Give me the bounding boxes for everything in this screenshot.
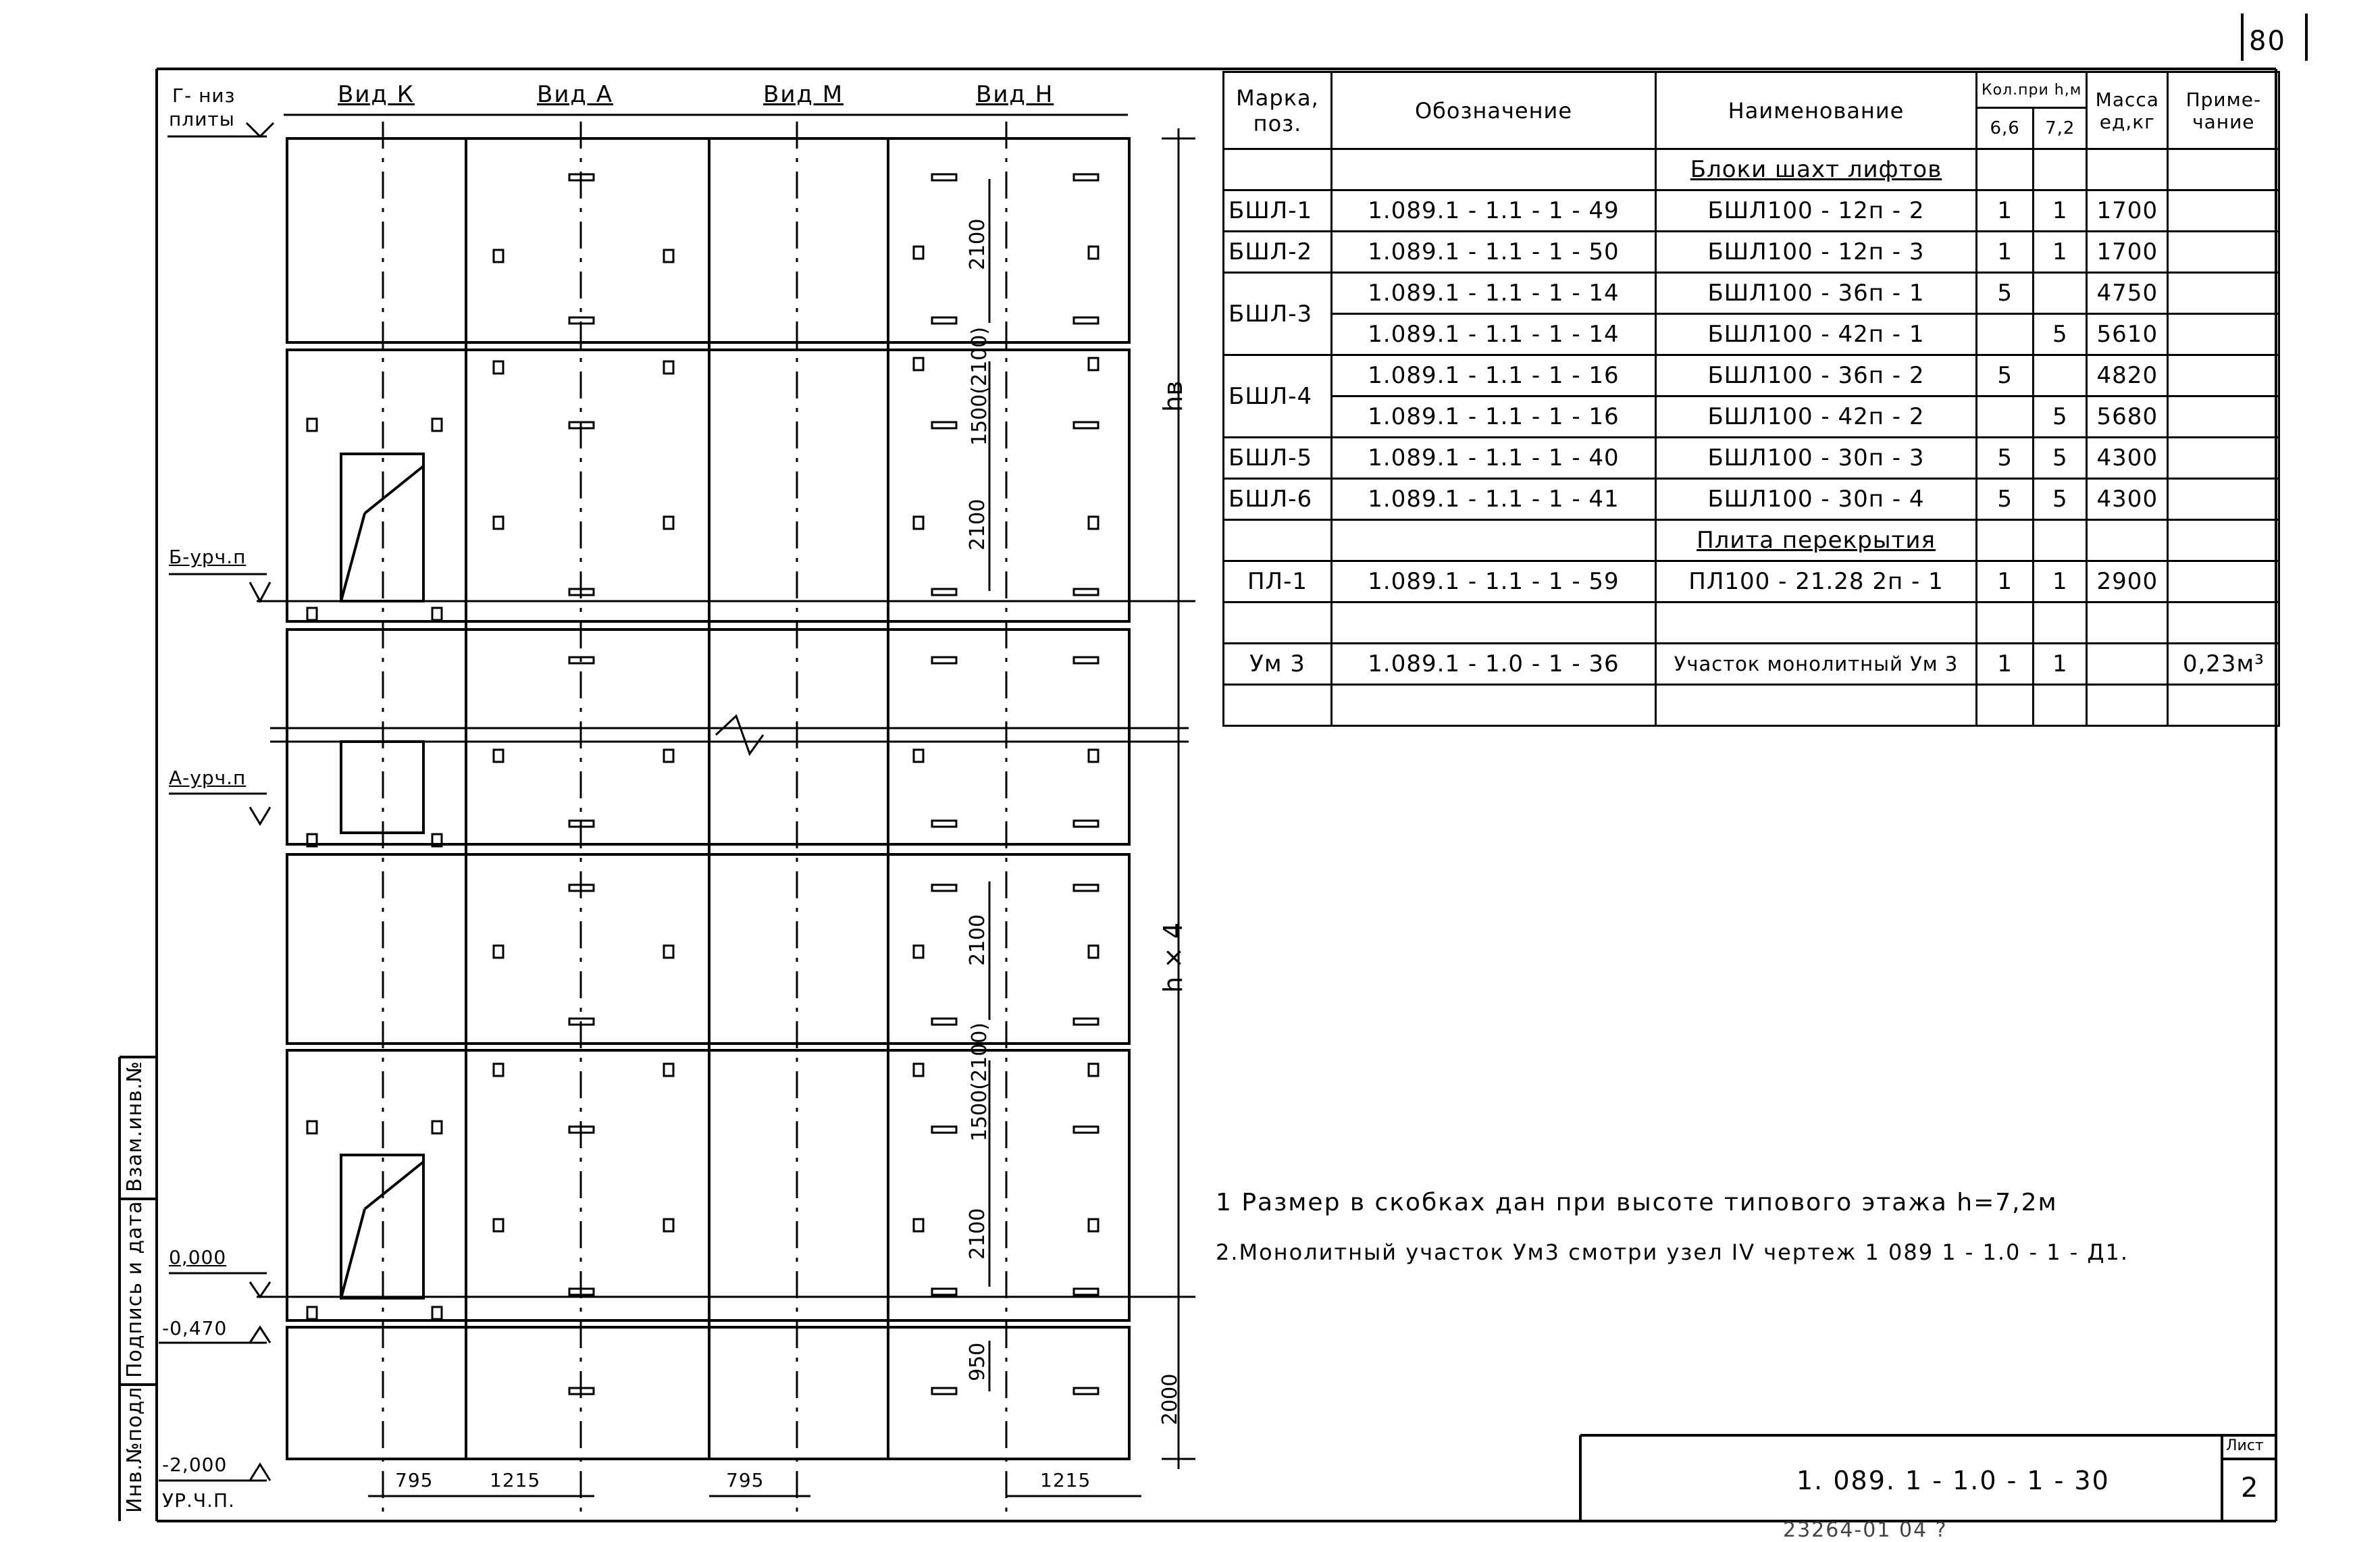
cell-prim xyxy=(2168,355,2279,396)
stamp-vzam: Взам.инв.№ xyxy=(123,1060,147,1192)
dim-950: 950 xyxy=(966,1342,989,1381)
level-m047: -0,470 xyxy=(162,1317,228,1339)
cell-name: БШЛ100 - 12п - 3 xyxy=(1656,232,1977,273)
dim-795-2: 795 xyxy=(726,1469,765,1491)
cell-obozn: 1.089.1 - 1.1 - 1 - 16 xyxy=(1332,355,1656,396)
table-row xyxy=(1224,273,2279,314)
cell-k66: 1 xyxy=(1977,561,2034,602)
cell-k66: 5 xyxy=(1977,355,2034,396)
page-number: 80 xyxy=(2249,26,2286,57)
cell-marka: БШЛ-4 xyxy=(1224,355,1332,438)
cell-prim xyxy=(2168,479,2279,520)
cell-obozn: 1.089.1 - 1.1 - 1 - 14 xyxy=(1332,273,1656,314)
header-oboznachenie: Обозначение xyxy=(1332,72,1656,149)
cell-k66: 5 xyxy=(1977,438,2034,479)
dim-2100-4: 2100 xyxy=(966,1208,989,1260)
cell-k66: 1 xyxy=(1977,190,2034,232)
cell-k66 xyxy=(1977,314,2034,355)
dim-hx4: h × 4 xyxy=(1158,922,1188,993)
cell-k66: 5 xyxy=(1977,479,2034,520)
note-2: 2.Монолитный участок Ум3 смотри узел IV чертеж 1 089 1 - 1.0 - 1 - Д1. xyxy=(1216,1239,2129,1265)
cell-prim xyxy=(2168,273,2279,314)
cell-k66 xyxy=(1977,396,2034,438)
header-h72: 7,2 xyxy=(2034,108,2087,149)
table-row xyxy=(1224,479,2279,520)
cell-k72: 5 xyxy=(2034,396,2087,438)
stamp-podpis: Подпись и дата xyxy=(123,1200,147,1378)
header-h66: 6,6 xyxy=(1977,108,2034,149)
cell-marka: ПЛ-1 xyxy=(1224,561,1332,602)
header-primechanie: Приме-чание xyxy=(2168,72,2279,149)
cell-obozn: 1.089.1 - 1.1 - 1 - 59 xyxy=(1332,561,1656,602)
dim-2100-3: 2100 xyxy=(966,914,989,966)
cell-name: БШЛ100 - 30п - 3 xyxy=(1656,438,1977,479)
cell-k72: 5 xyxy=(2034,438,2087,479)
cell-massa xyxy=(2087,644,2168,685)
empty-row xyxy=(1224,685,2279,726)
bottom-stamp: 23264-01 04 ? xyxy=(1783,1518,1948,1542)
cell-name: БШЛ100 - 36п - 2 xyxy=(1656,355,1977,396)
cell-massa: 5610 xyxy=(2087,314,2168,355)
cell-massa: 1700 xyxy=(2087,190,2168,232)
cell-massa: 4300 xyxy=(2087,438,2168,479)
section-row xyxy=(1224,149,2279,190)
dim-2100-2: 2100 xyxy=(966,498,989,550)
empty-row xyxy=(1224,602,2279,644)
table-row xyxy=(1224,396,2279,438)
view-m-title: Вид М xyxy=(763,81,844,108)
dim-795-1: 795 xyxy=(395,1469,434,1491)
cell-k72 xyxy=(2034,273,2087,314)
table-header-row xyxy=(1224,72,2279,108)
view-k-title: Вид К xyxy=(338,81,415,108)
sheet-label: Лист xyxy=(2226,1437,2264,1454)
level-top-line1: Г- низ xyxy=(172,84,236,107)
level-a: А-урч.п xyxy=(169,767,247,789)
cell-k72: 1 xyxy=(2034,232,2087,273)
table-row xyxy=(1224,644,2279,685)
level-top-line2: плиты xyxy=(169,108,235,130)
header-naimenovanie: Наименование xyxy=(1656,72,1977,149)
cell-massa: 4750 xyxy=(2087,273,2168,314)
cell-massa: 5680 xyxy=(2087,396,2168,438)
cell-k72: 5 xyxy=(2034,479,2087,520)
section-title: Блоки шахт лифтов xyxy=(1656,149,1977,190)
cell-marka: БШЛ-5 xyxy=(1224,438,1332,479)
header-massa: Масса ед,кг xyxy=(2087,72,2168,149)
header-kol: Кол.при h,м xyxy=(1977,72,2087,108)
table-row xyxy=(1224,438,2279,479)
cell-k72 xyxy=(2034,355,2087,396)
table-row xyxy=(1224,355,2279,396)
cell-marka: БШЛ-1 xyxy=(1224,190,1332,232)
cell-name: ПЛ100 - 21.28 2п - 1 xyxy=(1656,561,1977,602)
cell-obozn: 1.089.1 - 1.0 - 1 - 36 xyxy=(1332,644,1656,685)
cell-k72: 1 xyxy=(2034,644,2087,685)
cell-name: БШЛ100 - 30п - 4 xyxy=(1656,479,1977,520)
view-a-title: Вид А xyxy=(537,81,613,108)
dim-2100-1: 2100 xyxy=(966,218,989,270)
section-row xyxy=(1224,520,2279,561)
header-marka: Марка, поз. xyxy=(1224,72,1332,149)
sheet-number: 2 xyxy=(2241,1472,2260,1504)
cell-name: БШЛ100 - 42п - 2 xyxy=(1656,396,1977,438)
cell-name: Участок монолитный Ум 3 xyxy=(1656,644,1977,685)
cell-marka: Ум 3 xyxy=(1224,644,1332,685)
cell-k72: 5 xyxy=(2034,314,2087,355)
section-title: Плита перекрытия xyxy=(1656,520,1977,561)
dim-1500-1: 1500(2100) xyxy=(968,326,991,446)
cell-obozn: 1.089.1 - 1.1 - 1 - 41 xyxy=(1332,479,1656,520)
cell-k66: 1 xyxy=(1977,232,2034,273)
cell-prim xyxy=(2168,232,2279,273)
level-zero: 0,000 xyxy=(169,1246,227,1268)
stamp-inv-podl: Инв.№подл xyxy=(123,1386,147,1513)
dim-1215-1: 1215 xyxy=(490,1469,541,1491)
cell-k72: 1 xyxy=(2034,561,2087,602)
cell-prim xyxy=(2168,561,2279,602)
cell-massa: 4300 xyxy=(2087,479,2168,520)
cell-obozn: 1.089.1 - 1.1 - 1 - 40 xyxy=(1332,438,1656,479)
table-row xyxy=(1224,232,2279,273)
cell-obozn: 1.089.1 - 1.1 - 1 - 14 xyxy=(1332,314,1656,355)
cell-obozn: 1.089.1 - 1.1 - 1 - 49 xyxy=(1332,190,1656,232)
level-m2: -2,000 xyxy=(162,1454,228,1476)
cell-marka: БШЛ-3 xyxy=(1224,273,1332,355)
dim-1500-2: 1500(2100) xyxy=(968,1022,991,1141)
cell-prim: 0,23м³ xyxy=(2168,644,2279,685)
dim-1215-2: 1215 xyxy=(1040,1469,1091,1491)
dim-2000: 2000 xyxy=(1158,1373,1182,1425)
cell-prim xyxy=(2168,190,2279,232)
cell-obozn: 1.089.1 - 1.1 - 1 - 50 xyxy=(1332,232,1656,273)
note-1: 1 Размер в скобках дан при высоте типового этажа h=7,2м xyxy=(1216,1189,2058,1216)
cell-name: БШЛ100 - 42п - 1 xyxy=(1656,314,1977,355)
cell-prim xyxy=(2168,438,2279,479)
cell-name: БШЛ100 - 36п - 1 xyxy=(1656,273,1977,314)
cell-name: БШЛ100 - 12п - 2 xyxy=(1656,190,1977,232)
cell-prim xyxy=(2168,314,2279,355)
cell-k66: 1 xyxy=(1977,644,2034,685)
cell-massa: 1700 xyxy=(2087,232,2168,273)
table-row xyxy=(1224,561,2279,602)
dim-hv: hв xyxy=(1158,380,1188,412)
cell-prim xyxy=(2168,396,2279,438)
table-row xyxy=(1224,314,2279,355)
cell-k72: 1 xyxy=(2034,190,2087,232)
cell-k66: 5 xyxy=(1977,273,2034,314)
specification-table xyxy=(1222,71,2280,727)
cell-massa: 2900 xyxy=(2087,561,2168,602)
cell-massa: 4820 xyxy=(2087,355,2168,396)
drawing-code: 1. 089. 1 - 1.0 - 1 - 30 xyxy=(1796,1466,2110,1495)
table-row xyxy=(1224,190,2279,232)
cell-obozn: 1.089.1 - 1.1 - 1 - 16 xyxy=(1332,396,1656,438)
cell-marka: БШЛ-2 xyxy=(1224,232,1332,273)
level-b: Б-урч.п xyxy=(169,546,247,568)
view-n-title: Вид Н xyxy=(976,81,1054,108)
cell-marka: БШЛ-6 xyxy=(1224,479,1332,520)
level-m2-sub: УР.Ч.П. xyxy=(162,1489,235,1512)
